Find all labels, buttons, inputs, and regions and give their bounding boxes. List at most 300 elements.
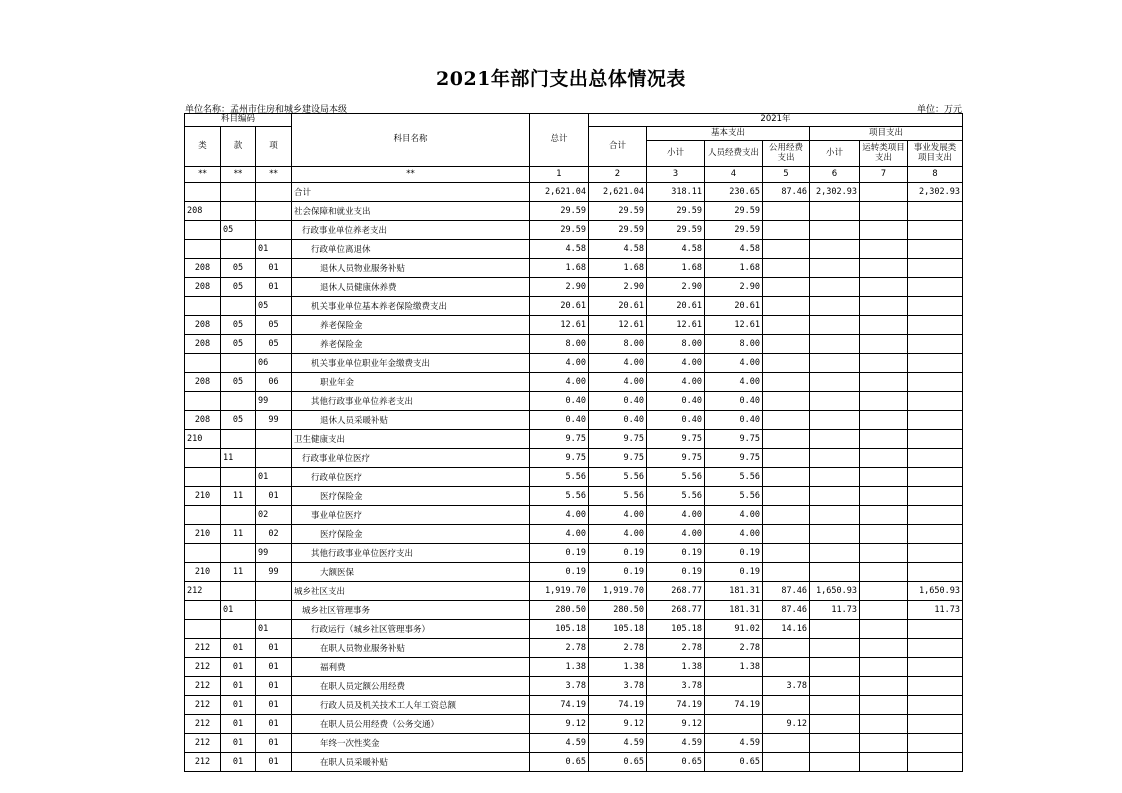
value-cell: 5.56 [705, 468, 763, 487]
value-cell [908, 753, 963, 772]
table-row [185, 278, 963, 297]
value-cell: 87.46 [763, 183, 810, 202]
value-cell [908, 316, 963, 335]
value-cell [810, 278, 860, 297]
kuan-cell [221, 582, 256, 601]
xiang-cell [256, 582, 292, 601]
kuan-cell: 05 [221, 259, 256, 278]
value-cell: 0.19 [530, 544, 589, 563]
kuan-cell: 01 [221, 639, 256, 658]
xiang-cell [256, 183, 292, 202]
xiang-cell: 01 [256, 468, 292, 487]
value-cell [860, 183, 908, 202]
kuan-cell: 01 [221, 715, 256, 734]
xiang-cell: 01 [256, 278, 292, 297]
table-row [185, 753, 963, 772]
kuan-cell: 01 [221, 677, 256, 696]
value-cell [908, 411, 963, 430]
value-cell [908, 240, 963, 259]
kuan-cell [221, 392, 256, 411]
value-cell: 1,919.70 [530, 582, 589, 601]
value-cell [860, 411, 908, 430]
value-cell: 11.73 [908, 601, 963, 620]
value-cell: 318.11 [647, 183, 705, 202]
value-cell [860, 753, 908, 772]
value-cell: 105.18 [589, 620, 647, 639]
basic-subtotal-header: 小计 [647, 141, 705, 167]
xiang-cell: 05 [256, 297, 292, 316]
value-cell [860, 430, 908, 449]
value-cell: 0.65 [530, 753, 589, 772]
xiang-cell: 01 [256, 240, 292, 259]
value-cell [860, 563, 908, 582]
value-cell [705, 715, 763, 734]
subject-name-cell: 退休人员物业服务补贴 [292, 259, 530, 278]
value-cell: 4.00 [589, 373, 647, 392]
lei-cell: 208 [185, 259, 221, 278]
value-cell [860, 601, 908, 620]
value-cell [810, 487, 860, 506]
value-cell: 0.65 [705, 753, 763, 772]
value-cell [908, 335, 963, 354]
table-row [185, 259, 963, 278]
lei-cell [185, 544, 221, 563]
value-cell [860, 221, 908, 240]
value-cell: 4.00 [705, 525, 763, 544]
column-index-cell: 5 [763, 167, 810, 183]
xiang-cell: 01 [256, 734, 292, 753]
value-cell: 1.68 [647, 259, 705, 278]
value-cell: 74.19 [589, 696, 647, 715]
value-cell: 12.61 [647, 316, 705, 335]
column-index-cell: ** [185, 167, 221, 183]
value-cell: 2,302.93 [908, 183, 963, 202]
kuan-cell: 11 [221, 449, 256, 468]
value-cell [763, 544, 810, 563]
subject-name-cell: 养老保险金 [292, 316, 530, 335]
value-cell [810, 468, 860, 487]
value-cell [810, 734, 860, 753]
value-cell [763, 297, 810, 316]
kuan-cell: 01 [221, 658, 256, 677]
value-cell: 20.61 [705, 297, 763, 316]
xiang-cell: 99 [256, 411, 292, 430]
value-cell: 9.75 [647, 430, 705, 449]
xiang-cell: 05 [256, 335, 292, 354]
lei-cell: 208 [185, 278, 221, 297]
kuan-cell: 05 [221, 278, 256, 297]
column-index-cell: ** [256, 167, 292, 183]
table-row [185, 373, 963, 392]
kuan-cell: 11 [221, 487, 256, 506]
xiang-cell [256, 202, 292, 221]
value-cell [860, 354, 908, 373]
value-cell [860, 506, 908, 525]
value-cell: 0.19 [647, 544, 705, 563]
kuan-cell [221, 430, 256, 449]
xiang-cell: 01 [256, 715, 292, 734]
value-cell: 9.75 [647, 449, 705, 468]
value-cell: 4.59 [530, 734, 589, 753]
value-cell: 0.65 [647, 753, 705, 772]
value-cell [908, 639, 963, 658]
value-cell [763, 449, 810, 468]
table-row [185, 354, 963, 373]
value-cell: 8.00 [647, 335, 705, 354]
lei-cell: 210 [185, 430, 221, 449]
lei-cell [185, 601, 221, 620]
value-cell: 8.00 [589, 335, 647, 354]
value-cell [705, 677, 763, 696]
xiang-cell: 01 [256, 259, 292, 278]
value-cell [763, 563, 810, 582]
value-cell [763, 468, 810, 487]
value-cell [810, 639, 860, 658]
value-cell [860, 677, 908, 696]
value-cell: 91.02 [705, 620, 763, 639]
subject-name-cell: 机关事业单位职业年金缴费支出 [292, 354, 530, 373]
lei-header: 类 [185, 127, 221, 167]
value-cell [908, 677, 963, 696]
unit-label: 单位：万元 [916, 105, 962, 115]
value-cell [810, 696, 860, 715]
value-cell: 0.19 [589, 544, 647, 563]
value-cell: 280.50 [589, 601, 647, 620]
value-cell: 4.59 [647, 734, 705, 753]
value-cell: 1.38 [530, 658, 589, 677]
value-cell: 0.40 [705, 392, 763, 411]
xiang-cell: 06 [256, 373, 292, 392]
value-cell: 4.00 [589, 506, 647, 525]
value-cell: 4.58 [589, 240, 647, 259]
value-cell [860, 278, 908, 297]
xiang-cell: 01 [256, 620, 292, 639]
table-row [185, 734, 963, 753]
value-cell [763, 240, 810, 259]
table-row [185, 449, 963, 468]
value-cell: 9.75 [530, 449, 589, 468]
value-cell [860, 373, 908, 392]
value-cell: 9.12 [530, 715, 589, 734]
value-cell [763, 259, 810, 278]
subject-name-cell: 卫生健康支出 [292, 430, 530, 449]
value-cell [860, 658, 908, 677]
value-cell: 9.12 [647, 715, 705, 734]
lei-cell: 208 [185, 373, 221, 392]
subject-code-header: 科目编码 [185, 114, 292, 127]
value-cell [908, 392, 963, 411]
value-cell [908, 430, 963, 449]
value-cell: 0.19 [647, 563, 705, 582]
value-cell: 5.56 [589, 468, 647, 487]
value-cell: 9.75 [589, 449, 647, 468]
table-row [185, 221, 963, 240]
value-cell [908, 354, 963, 373]
value-cell [810, 525, 860, 544]
lei-cell [185, 506, 221, 525]
value-cell [908, 487, 963, 506]
table-row [185, 601, 963, 620]
table-row [185, 183, 963, 202]
kuan-cell [221, 240, 256, 259]
value-cell: 2.78 [589, 639, 647, 658]
subject-name-cell: 行政人员及机关技术工人年工资总额 [292, 696, 530, 715]
value-cell: 3.78 [647, 677, 705, 696]
value-cell: 4.58 [647, 240, 705, 259]
column-index-cell: ** [292, 167, 530, 183]
value-cell: 230.65 [705, 183, 763, 202]
xiang-cell: 01 [256, 658, 292, 677]
value-cell [860, 335, 908, 354]
value-cell [763, 202, 810, 221]
value-cell [908, 696, 963, 715]
value-cell [860, 620, 908, 639]
subject-name-cell: 机关事业单位基本养老保险缴费支出 [292, 297, 530, 316]
public-header: 公用经费支出 [763, 141, 810, 167]
value-cell [860, 696, 908, 715]
xiang-cell: 06 [256, 354, 292, 373]
kuan-cell: 11 [221, 525, 256, 544]
lei-cell [185, 221, 221, 240]
value-cell: 0.40 [530, 411, 589, 430]
kuan-cell [221, 183, 256, 202]
table-row [185, 620, 963, 639]
xiang-cell: 99 [256, 544, 292, 563]
subject-name-cell: 医疗保险金 [292, 525, 530, 544]
value-cell: 4.00 [647, 506, 705, 525]
subject-name-cell: 退休人员健康休养费 [292, 278, 530, 297]
value-cell [810, 297, 860, 316]
personnel-header: 人员经费支出 [705, 141, 763, 167]
kuan-cell: 05 [221, 373, 256, 392]
subject-name-cell: 在职人员采暖补贴 [292, 753, 530, 772]
value-cell [810, 544, 860, 563]
value-cell [860, 639, 908, 658]
unit-name-label: 单位名称：孟州市住房和城乡建设局本级 [185, 105, 348, 115]
expenditure-table [184, 113, 963, 772]
value-cell [810, 392, 860, 411]
subject-name-cell: 退休人员采暖补贴 [292, 411, 530, 430]
value-cell: 4.59 [705, 734, 763, 753]
value-cell: 4.00 [530, 354, 589, 373]
lei-cell: 212 [185, 582, 221, 601]
lei-cell [185, 449, 221, 468]
subject-name-cell: 行政事业单位医疗 [292, 449, 530, 468]
lei-cell [185, 620, 221, 639]
column-index-cell: 6 [810, 167, 860, 183]
value-cell: 29.59 [647, 221, 705, 240]
value-cell [860, 734, 908, 753]
xiang-cell: 01 [256, 696, 292, 715]
value-cell: 268.77 [647, 582, 705, 601]
value-cell: 5.56 [589, 487, 647, 506]
value-cell: 5.56 [647, 468, 705, 487]
subject-name-cell: 行政事业单位养老支出 [292, 221, 530, 240]
value-cell: 29.59 [589, 221, 647, 240]
value-cell [908, 506, 963, 525]
value-cell [810, 240, 860, 259]
subject-name-cell: 合计 [292, 183, 530, 202]
subject-name-cell: 养老保险金 [292, 335, 530, 354]
kuan-cell [221, 354, 256, 373]
lei-cell [185, 392, 221, 411]
kuan-cell [221, 506, 256, 525]
value-cell [908, 278, 963, 297]
value-cell [763, 392, 810, 411]
kuan-cell [221, 620, 256, 639]
value-cell [908, 658, 963, 677]
xiang-cell [256, 601, 292, 620]
value-cell: 9.75 [589, 430, 647, 449]
basic-expenditure-header: 基本支出 [647, 127, 810, 141]
value-cell [763, 487, 810, 506]
value-cell: 3.78 [763, 677, 810, 696]
value-cell: 2.90 [530, 278, 589, 297]
value-cell: 4.00 [647, 525, 705, 544]
value-cell [908, 259, 963, 278]
table-row [185, 639, 963, 658]
value-cell: 1,650.93 [810, 582, 860, 601]
xiang-cell: 99 [256, 392, 292, 411]
column-index-cell: 3 [647, 167, 705, 183]
value-cell: 12.61 [589, 316, 647, 335]
value-cell [810, 335, 860, 354]
value-cell: 1,919.70 [589, 582, 647, 601]
value-cell: 2.78 [647, 639, 705, 658]
value-cell [860, 544, 908, 563]
project-subtotal-header: 小计 [810, 141, 860, 167]
subject-name-cell: 其他行政事业单位医疗支出 [292, 544, 530, 563]
value-cell: 87.46 [763, 582, 810, 601]
lei-cell: 212 [185, 658, 221, 677]
value-cell: 4.00 [589, 354, 647, 373]
value-cell: 280.50 [530, 601, 589, 620]
value-cell [810, 430, 860, 449]
value-cell [908, 297, 963, 316]
transfer-header: 运转类项目支出 [860, 141, 908, 167]
lei-cell [185, 354, 221, 373]
value-cell [763, 525, 810, 544]
value-cell: 2,621.04 [589, 183, 647, 202]
subject-name-cell: 行政单位离退休 [292, 240, 530, 259]
subject-name-cell: 社会保障和就业支出 [292, 202, 530, 221]
table-row [185, 240, 963, 259]
value-cell: 2.78 [705, 639, 763, 658]
value-cell [860, 525, 908, 544]
value-cell [810, 753, 860, 772]
value-cell: 4.00 [530, 506, 589, 525]
value-cell: 2.90 [647, 278, 705, 297]
value-cell: 2,302.93 [810, 183, 860, 202]
xiang-cell: 01 [256, 639, 292, 658]
xiang-cell [256, 221, 292, 240]
subject-name-cell: 在职人员公用经费（公务交通） [292, 715, 530, 734]
value-cell [763, 734, 810, 753]
value-cell [810, 411, 860, 430]
value-cell [810, 221, 860, 240]
table-row [185, 316, 963, 335]
lei-cell: 208 [185, 316, 221, 335]
column-index-cell: 2 [589, 167, 647, 183]
value-cell [810, 259, 860, 278]
column-index-cell: 7 [860, 167, 908, 183]
xiang-cell: 01 [256, 677, 292, 696]
value-cell [860, 202, 908, 221]
column-index-cell: 4 [705, 167, 763, 183]
value-cell [860, 259, 908, 278]
subject-name-cell: 大额医保 [292, 563, 530, 582]
value-cell: 4.59 [589, 734, 647, 753]
kuan-cell [221, 468, 256, 487]
subject-name-cell: 行政单位医疗 [292, 468, 530, 487]
value-cell [810, 506, 860, 525]
value-cell: 105.18 [530, 620, 589, 639]
lei-cell: 212 [185, 696, 221, 715]
value-cell [860, 582, 908, 601]
xiang-cell: 02 [256, 506, 292, 525]
value-cell: 5.56 [647, 487, 705, 506]
value-cell: 0.65 [589, 753, 647, 772]
lei-cell: 212 [185, 677, 221, 696]
lei-cell [185, 240, 221, 259]
column-index-cell: ** [221, 167, 256, 183]
project-expenditure-header: 项目支出 [810, 127, 963, 141]
value-cell [908, 373, 963, 392]
value-cell: 105.18 [647, 620, 705, 639]
table-row [185, 506, 963, 525]
xiang-cell: 01 [256, 753, 292, 772]
kuan-cell [221, 297, 256, 316]
value-cell [763, 278, 810, 297]
value-cell: 4.58 [705, 240, 763, 259]
column-index-cell: 1 [530, 167, 589, 183]
value-cell [763, 221, 810, 240]
value-cell: 0.40 [705, 411, 763, 430]
value-cell: 4.00 [705, 373, 763, 392]
table-body [185, 183, 963, 772]
value-cell: 20.61 [647, 297, 705, 316]
value-cell [763, 506, 810, 525]
value-cell: 0.40 [589, 392, 647, 411]
value-cell: 4.00 [530, 373, 589, 392]
value-cell: 4.00 [530, 525, 589, 544]
value-cell [860, 449, 908, 468]
value-cell: 29.59 [530, 221, 589, 240]
subject-name-cell: 在职人员物业服务补贴 [292, 639, 530, 658]
value-cell [860, 316, 908, 335]
lei-cell: 212 [185, 753, 221, 772]
kuan-cell [221, 544, 256, 563]
subject-name-cell: 职业年金 [292, 373, 530, 392]
lei-cell [185, 468, 221, 487]
lei-cell [185, 297, 221, 316]
table-row [185, 544, 963, 563]
year-header: 2021年 [589, 114, 963, 127]
value-cell: 9.12 [589, 715, 647, 734]
value-cell: 9.75 [705, 430, 763, 449]
lei-cell: 212 [185, 734, 221, 753]
lei-cell: 212 [185, 639, 221, 658]
value-cell: 20.61 [530, 297, 589, 316]
value-cell [810, 620, 860, 639]
subject-name-cell: 福利费 [292, 658, 530, 677]
value-cell [763, 696, 810, 715]
table-row [185, 411, 963, 430]
table-row [185, 335, 963, 354]
value-cell [908, 715, 963, 734]
kuan-cell: 05 [221, 221, 256, 240]
value-cell: 12.61 [530, 316, 589, 335]
